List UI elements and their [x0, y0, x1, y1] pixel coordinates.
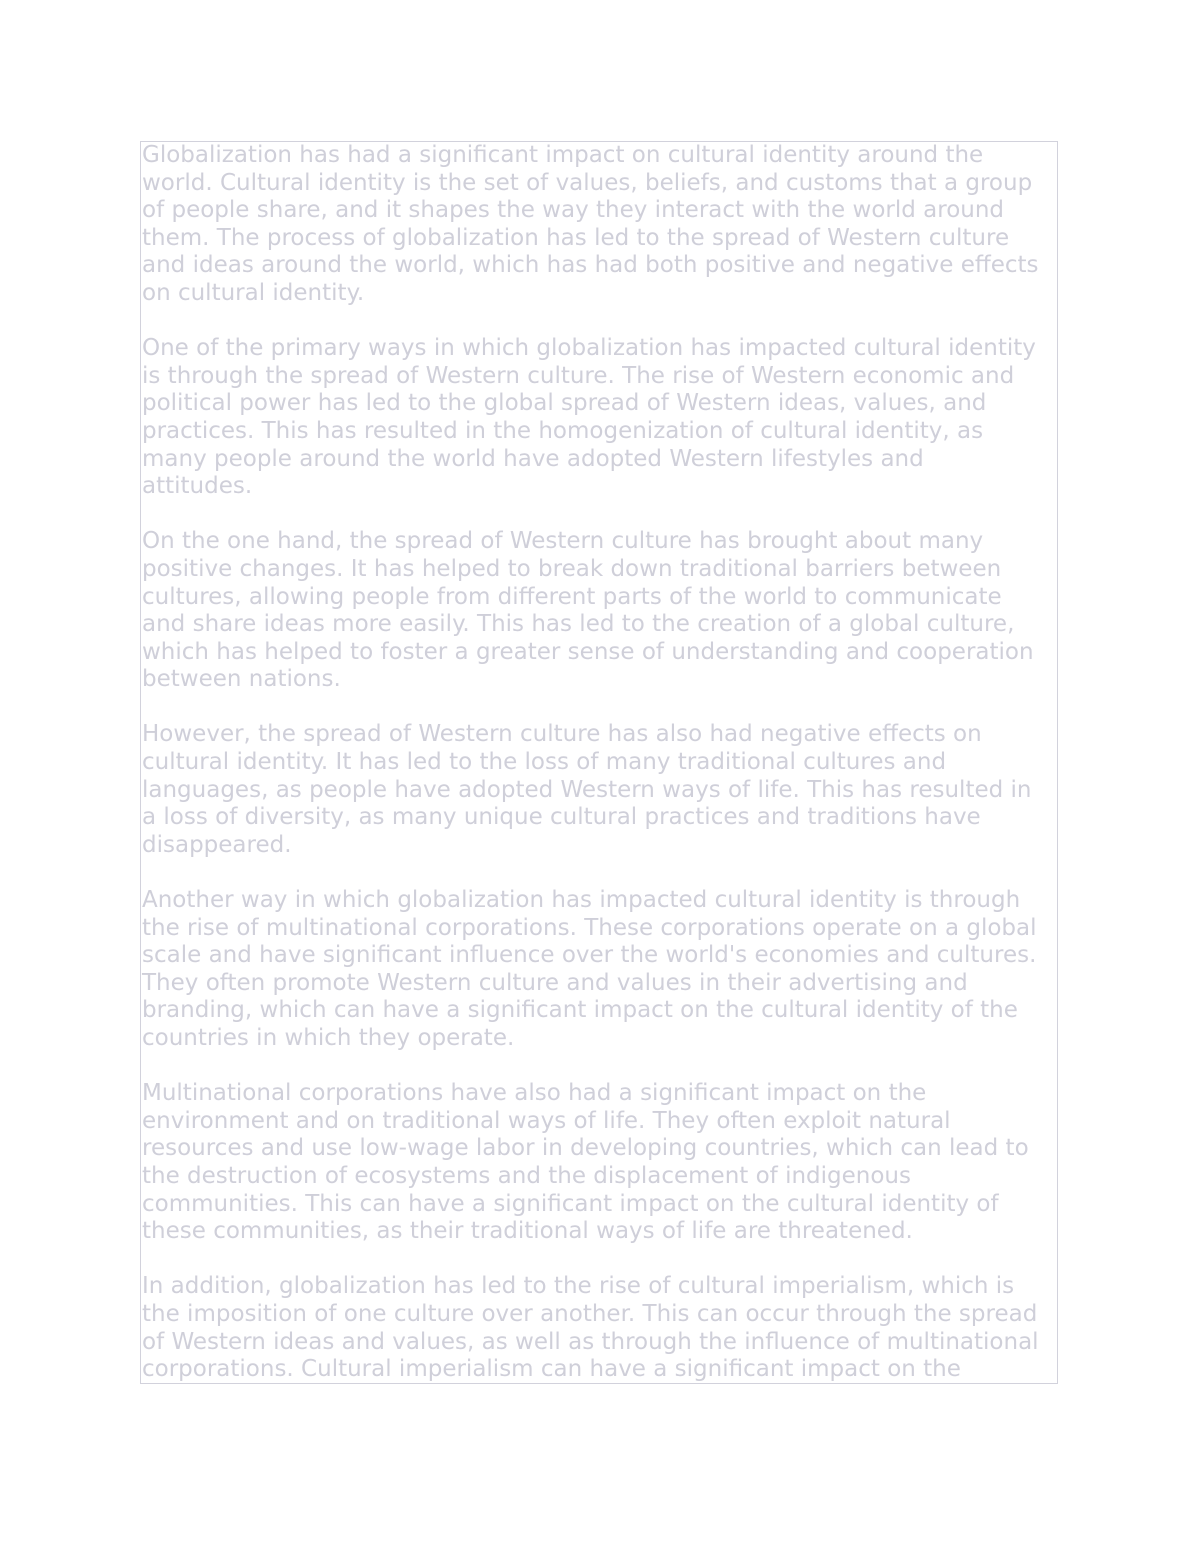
text-line: attitudes.: [142, 473, 253, 500]
text-line: and share ideas more easily. This has led to the creation of a global culture,: [142, 611, 1015, 638]
text-line: the imposition of one culture over another. This can occur through the spread: [142, 1300, 1038, 1327]
text-line: cultural identity. It has led to the loss of many traditional cultures and: [142, 749, 947, 776]
text-line: and ideas around the world, which has had both positive and negative effects: [142, 252, 1039, 279]
text-line: countries in which they operate.: [142, 1025, 515, 1051]
text-line: scale and have significant influence over the world's economies and cultures.: [142, 942, 1037, 969]
text-line: communities. This can have a significant impact on the cultural identity of: [142, 1190, 999, 1217]
paragraph-1: [141, 142, 1057, 308]
text-line: world. Cultural identity is the set of values, beliefs, and customs that a group: [142, 169, 1033, 196]
text-line: practices. This has resulted in the homogenization of cultural identity, as: [142, 417, 984, 444]
text-line: languages, as people have adopted Western ways of life. This has resulted in: [142, 776, 1032, 803]
text-line: which has helped to foster a greater sense of understanding and cooperation: [142, 638, 1034, 665]
text-line: the rise of multinational corporations. These corporations operate on a global: [142, 914, 1037, 941]
text-line: Another way in which globalization has impacted cultural identity is through: [142, 887, 1021, 914]
text-line: One of the primary ways in which globalization has impacted cultural identity: [142, 335, 1036, 362]
text-line: a loss of diversity, as many unique cultural practices and traditions have: [142, 804, 981, 831]
paragraph-2: [141, 335, 1057, 501]
text-line: corporations. Cultural imperialism can have a significant impact on the: [142, 1356, 961, 1383]
text-line: Multinational corporations have also had a significant impact on the: [142, 1080, 927, 1107]
paragraph-5: [141, 887, 1057, 1053]
text-line: political power has led to the global spread of Western ideas, values, and: [142, 390, 987, 417]
text-line: these communities, as their traditional ways of life are threatened.: [142, 1218, 913, 1245]
text-line: Globalization has had a significant impact on cultural identity around the: [142, 142, 984, 168]
text-line: On the one hand, the spread of Western culture has brought about many: [142, 528, 984, 555]
text-line: positive changes. It has helped to break down traditional barriers between: [142, 555, 1002, 582]
text-line: them. The process of globalization has led to the spread of Western culture: [142, 224, 1010, 251]
document-text-frame: [140, 141, 1058, 1384]
text-line: resources and use low-wage labor in developing countries, which can lead to: [142, 1135, 1029, 1162]
text-line: the destruction of ecosystems and the displacement of indigenous: [142, 1162, 911, 1189]
text-line: between nations.: [142, 666, 341, 693]
text-line: cultures, allowing people from different parts of the world to communicate: [142, 583, 1002, 610]
text-line: on cultural identity.: [142, 279, 365, 306]
text-line: many people around the world have adopted Western lifestyles and: [142, 445, 924, 472]
text-line: However, the spread of Western culture has also had negative effects on: [142, 721, 982, 748]
text-line: In addition, globalization has led to the rise of cultural imperialism, which is: [142, 1273, 1015, 1300]
text-line: disappeared.: [142, 831, 292, 858]
text-line: of Western ideas and values, as well as through the influence of multinational: [142, 1328, 1039, 1355]
paragraph-7: [141, 1273, 1057, 1383]
text-line: environment and on traditional ways of life. They often exploit natural: [142, 1107, 951, 1134]
paragraph-6: [141, 1080, 1057, 1246]
text-line: is through the spread of Western culture. The rise of Western economic and: [142, 362, 1015, 389]
paragraph-4: [141, 721, 1057, 859]
paragraph-3: [141, 528, 1057, 694]
text-line: branding, which can have a significant impact on the cultural identity of the: [142, 997, 1018, 1024]
text-line: They often promote Western culture and values in their advertising and: [142, 969, 968, 996]
text-line: of people share, and it shapes the way they interact with the world around: [142, 197, 1005, 224]
